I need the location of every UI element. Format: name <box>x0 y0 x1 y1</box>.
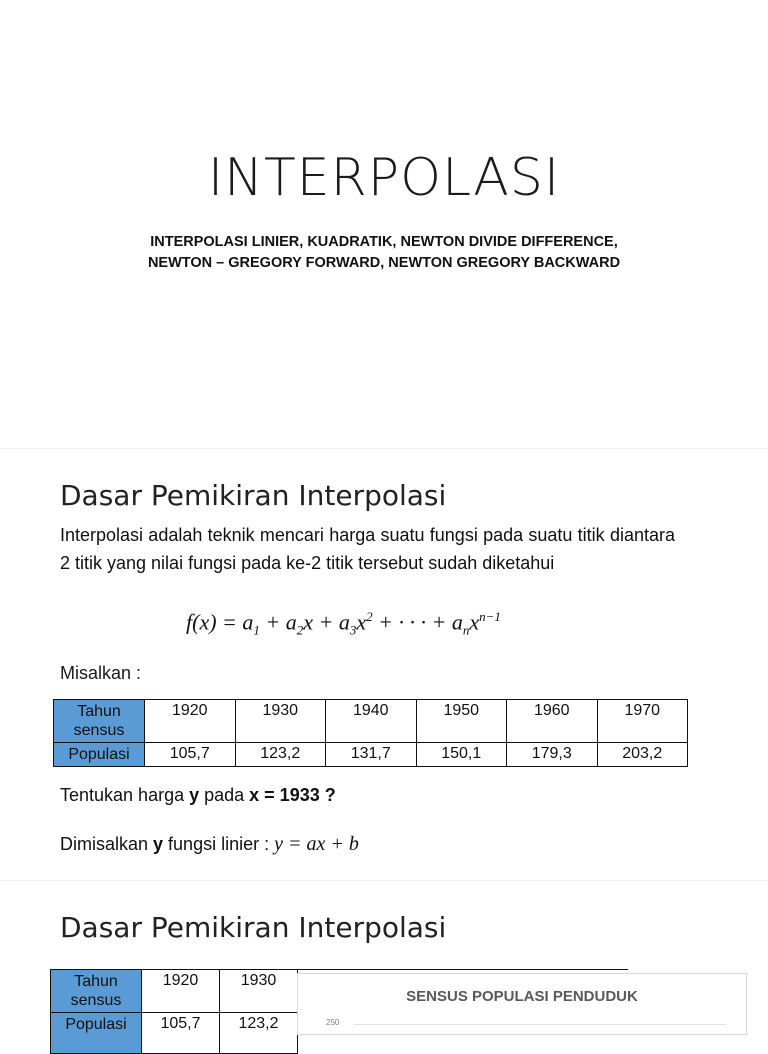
question-text <box>60 785 336 806</box>
table-cell: 203,2 <box>597 743 688 767</box>
table-cell: 123,2 <box>235 743 326 767</box>
definition-text: Interpolasi adalah teknik mencari harga suatu fungsi pada suatu titik diantara 2 titik yang nilai fungsi pada ke-2 titik tersebut sudah diketahui <box>60 525 675 573</box>
table-cell: 179,3 <box>507 743 598 767</box>
question-value: x = 1933 ? <box>249 785 336 805</box>
table-cell: 1970 <box>597 700 688 743</box>
table-cell: 150,1 <box>416 743 507 767</box>
table-cell: 123,2 <box>220 1013 298 1054</box>
subtitle-line-2: NEWTON – GREGORY FORWARD, NEWTON GREGORY BACKWARD <box>147 255 621 271</box>
title-slide <box>0 0 768 448</box>
table-cell: 1920 <box>145 700 236 743</box>
table-cell: 1920 <box>142 970 220 1013</box>
table-cell: 1940 <box>326 700 417 743</box>
chart-tick-label: 250 <box>326 1018 340 1027</box>
content-slide-2 <box>0 880 768 1033</box>
misalkan-label: Misalkan : <box>60 663 142 683</box>
table-row-label: Populasi <box>51 1013 142 1054</box>
slide-heading: Dasar Pemikiran Interpolasi <box>60 911 447 944</box>
population-chart <box>297 973 747 1035</box>
assumption-mid: fungsi linier : <box>163 834 275 854</box>
table-cell: 105,7 <box>145 743 236 767</box>
subtitle-line-1: INTERPOLASI LINIER, KUADRATIK, NEWTON DIVIDE DIFFERENCE, <box>150 234 618 250</box>
content-slide-1 <box>0 448 768 879</box>
table-row-label: Tahun sensus <box>54 700 145 743</box>
table-cell: 1960 <box>507 700 598 743</box>
table-cell: 131,7 <box>326 743 417 767</box>
table-row-label: Tahun sensus <box>51 970 142 1013</box>
table-cell: 1950 <box>416 700 507 743</box>
chart-gridline <box>354 1024 726 1025</box>
census-table <box>53 699 688 767</box>
assumption-text <box>60 833 359 856</box>
slide-heading: Dasar Pemikiran Interpolasi <box>60 479 447 512</box>
table-border <box>298 969 628 970</box>
slide-subtitle <box>0 232 768 274</box>
polynomial-formula: $f(x) = a_1 + a_2x + a_3x^2$ + · · · + $a_nx^{n-1}$ <box>186 609 501 638</box>
slide-title: INTERPOLASI <box>207 148 561 208</box>
table-row-label: Populasi <box>54 743 145 767</box>
question-prefix: Tentukan harga <box>60 785 190 805</box>
question-mid: pada <box>199 785 250 805</box>
chart-title: SENSUS POPULASI PENDUDUK <box>406 988 638 1005</box>
assumption-prefix: Dimisalkan <box>60 834 154 854</box>
table-cell: 1930 <box>220 970 298 1013</box>
table-cell: 105,7 <box>142 1013 220 1054</box>
table-cell: 1930 <box>235 700 326 743</box>
question-var: y <box>189 785 200 805</box>
assumption-var: y <box>153 834 164 854</box>
linear-formula: y = ax + b <box>274 833 359 855</box>
census-table-partial <box>50 969 298 1054</box>
